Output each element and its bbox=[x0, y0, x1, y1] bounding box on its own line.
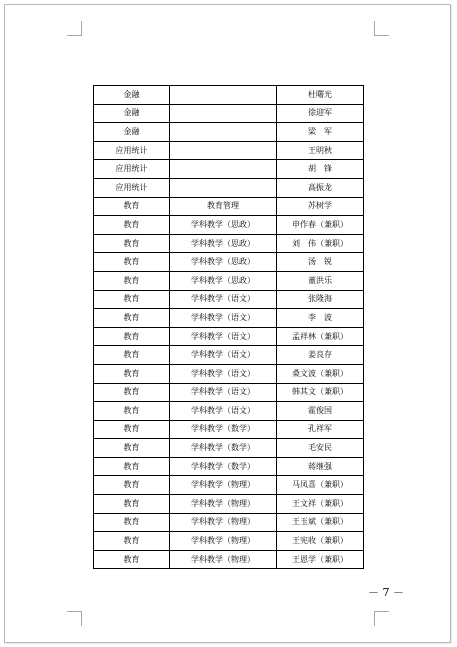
field-cell: 金融 bbox=[94, 104, 170, 123]
direction-cell: 学科教学（物理） bbox=[170, 550, 277, 569]
direction-cell: 学科教学（物理） bbox=[170, 513, 277, 532]
table-row bbox=[94, 495, 364, 514]
table-row bbox=[94, 476, 364, 495]
page-number: － 7 － bbox=[368, 586, 404, 599]
table-row bbox=[94, 457, 364, 476]
name-cell: 梁 军 bbox=[277, 123, 364, 142]
field-cell: 教育 bbox=[94, 383, 170, 402]
direction-cell: 学科教学（思政） bbox=[170, 271, 277, 290]
table-row bbox=[94, 532, 364, 551]
field-cell: 教育 bbox=[94, 513, 170, 532]
crop-mark-top-right bbox=[374, 21, 389, 36]
name-cell: 徐迎军 bbox=[277, 104, 364, 123]
name-cell: 申作春（兼职） bbox=[277, 216, 364, 235]
direction-cell: 学科教学（数学） bbox=[170, 439, 277, 458]
direction-cell: 学科教学（思政） bbox=[170, 253, 277, 272]
name-cell: 王恩学（兼职） bbox=[277, 550, 364, 569]
field-cell: 教育 bbox=[94, 216, 170, 235]
direction-cell: 学科教学（语文） bbox=[170, 309, 277, 328]
name-cell: 王文祥（兼职） bbox=[277, 495, 364, 514]
direction-cell: 学科教学（思政） bbox=[170, 234, 277, 253]
table-row bbox=[94, 216, 364, 235]
table-row bbox=[94, 383, 364, 402]
table-row bbox=[94, 402, 364, 421]
table-row bbox=[94, 197, 364, 216]
supervisor-table bbox=[93, 85, 364, 569]
direction-cell: 学科教学（思政） bbox=[170, 216, 277, 235]
crop-mark-bottom-left bbox=[67, 611, 82, 626]
table-row bbox=[94, 513, 364, 532]
table-row bbox=[94, 309, 364, 328]
field-cell: 教育 bbox=[94, 439, 170, 458]
table-row bbox=[94, 104, 364, 123]
name-cell: 王玉斌（兼职） bbox=[277, 513, 364, 532]
name-cell: 汤 锐 bbox=[277, 253, 364, 272]
field-cell: 金融 bbox=[94, 86, 170, 105]
field-cell: 教育 bbox=[94, 197, 170, 216]
name-cell: 王明秋 bbox=[277, 141, 364, 160]
direction-cell: 教育管理 bbox=[170, 197, 277, 216]
field-cell: 教育 bbox=[94, 253, 170, 272]
name-cell: 孔祥军 bbox=[277, 420, 364, 439]
direction-cell: 学科教学（语文） bbox=[170, 327, 277, 346]
direction-cell bbox=[170, 123, 277, 142]
field-cell: 教育 bbox=[94, 234, 170, 253]
table-row bbox=[94, 439, 364, 458]
name-cell: 马凤喜（兼职） bbox=[277, 476, 364, 495]
field-cell: 教育 bbox=[94, 271, 170, 290]
field-cell: 教育 bbox=[94, 327, 170, 346]
direction-cell: 学科教学（语文） bbox=[170, 383, 277, 402]
direction-cell: 学科教学（物理） bbox=[170, 532, 277, 551]
field-cell: 教育 bbox=[94, 290, 170, 309]
field-cell: 教育 bbox=[94, 457, 170, 476]
field-cell: 教育 bbox=[94, 550, 170, 569]
field-cell: 教育 bbox=[94, 346, 170, 365]
field-cell: 教育 bbox=[94, 309, 170, 328]
name-cell: 董洪乐 bbox=[277, 271, 364, 290]
field-cell: 教育 bbox=[94, 402, 170, 421]
table-row bbox=[94, 364, 364, 383]
name-cell: 刘 伟（兼职） bbox=[277, 234, 364, 253]
field-cell: 金融 bbox=[94, 123, 170, 142]
crop-mark-bottom-right bbox=[374, 611, 389, 626]
field-cell: 应用统计 bbox=[94, 178, 170, 197]
direction-cell bbox=[170, 178, 277, 197]
table-row bbox=[94, 160, 364, 179]
direction-cell bbox=[170, 141, 277, 160]
direction-cell: 学科教学（数学） bbox=[170, 420, 277, 439]
crop-mark-top-left bbox=[67, 21, 82, 36]
field-cell: 应用统计 bbox=[94, 160, 170, 179]
name-cell: 杜曙光 bbox=[277, 86, 364, 105]
field-cell: 教育 bbox=[94, 476, 170, 495]
table-row bbox=[94, 123, 364, 142]
name-cell: 苏树学 bbox=[277, 197, 364, 216]
table-row bbox=[94, 346, 364, 365]
name-cell: 霍俊国 bbox=[277, 402, 364, 421]
name-cell: 高振龙 bbox=[277, 178, 364, 197]
direction-cell: 学科教学（物理） bbox=[170, 495, 277, 514]
field-cell: 教育 bbox=[94, 364, 170, 383]
name-cell: 韩其文（兼职） bbox=[277, 383, 364, 402]
table-row bbox=[94, 178, 364, 197]
name-cell: 孟祥林（兼职） bbox=[277, 327, 364, 346]
direction-cell bbox=[170, 160, 277, 179]
field-cell: 教育 bbox=[94, 420, 170, 439]
name-cell: 蒋继强 bbox=[277, 457, 364, 476]
direction-cell bbox=[170, 86, 277, 105]
table-row bbox=[94, 271, 364, 290]
table-row bbox=[94, 327, 364, 346]
supervisor-table-body bbox=[94, 86, 364, 569]
table-row bbox=[94, 234, 364, 253]
direction-cell: 学科教学（语文） bbox=[170, 290, 277, 309]
field-cell: 教育 bbox=[94, 532, 170, 551]
direction-cell bbox=[170, 104, 277, 123]
direction-cell: 学科教学（物理） bbox=[170, 476, 277, 495]
name-cell: 姜良存 bbox=[277, 346, 364, 365]
field-cell: 教育 bbox=[94, 495, 170, 514]
name-cell: 胡 锋 bbox=[277, 160, 364, 179]
table-row bbox=[94, 420, 364, 439]
name-cell: 李 波 bbox=[277, 309, 364, 328]
name-cell: 张隆海 bbox=[277, 290, 364, 309]
direction-cell: 学科教学（语文） bbox=[170, 364, 277, 383]
table-row bbox=[94, 253, 364, 272]
table-row bbox=[94, 141, 364, 160]
direction-cell: 学科教学（数学） bbox=[170, 457, 277, 476]
table-row bbox=[94, 290, 364, 309]
field-cell: 应用统计 bbox=[94, 141, 170, 160]
name-cell: 桑文波（兼职） bbox=[277, 364, 364, 383]
direction-cell: 学科教学（语文） bbox=[170, 402, 277, 421]
table-row bbox=[94, 550, 364, 569]
name-cell: 毛安民 bbox=[277, 439, 364, 458]
name-cell: 王宪收（兼职） bbox=[277, 532, 364, 551]
direction-cell: 学科教学（语文） bbox=[170, 346, 277, 365]
table-row bbox=[94, 86, 364, 105]
